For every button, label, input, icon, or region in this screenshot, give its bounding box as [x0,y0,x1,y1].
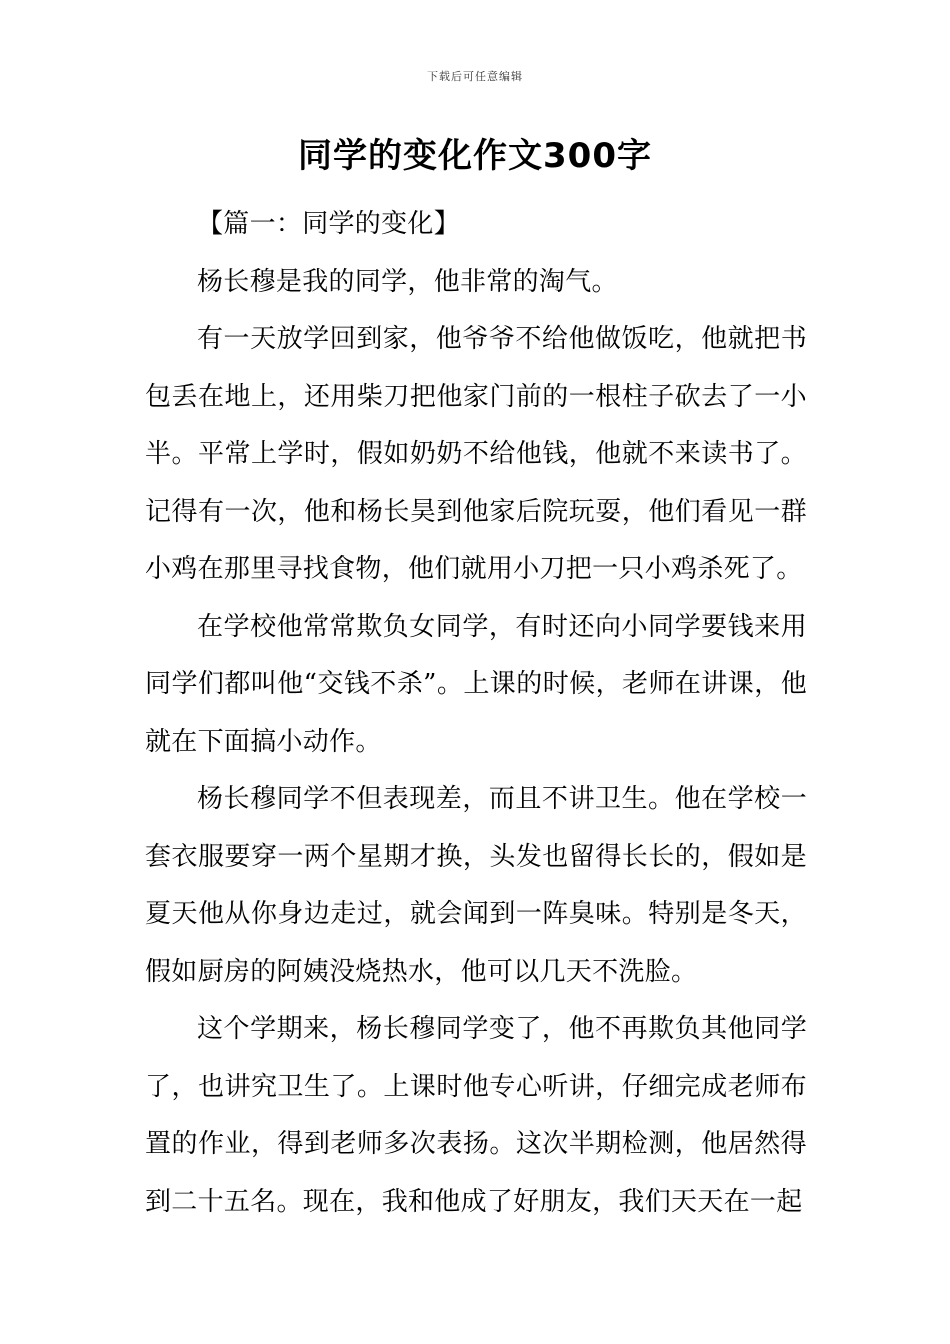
paragraph-4: 杨长穆同学不但表现差，而且不讲卫生。他在学校一套衣服要穿一两个星期才换，头发也留得长长的，假如是夏天他从你身边走过，就会闻到一阵臭味。特别是冬天，假如厨房的阿姨没烧热水，他可以几天不洗脸。 [145,784,807,987]
paragraph-1: 杨长穆是我的同学，他非常的淘气。 [197,266,618,297]
paragraph-2: 有一天放学回到家，他爷爷不给他做饭吃，他就把书包丢在地上，还用柴刀把他家门前的一根柱子砍去了一小半。平常上学时，假如奶奶不给他钱，他就不来读书了。记得有一次，他和杨长昊到他家后院玩耍，他们看见一群小鸡在那里寻找食物，他们就用小刀把一只小鸡杀死了。 [145,324,807,584]
paragraph-5: 这个学期来，杨长穆同学变了，他不再欺负其他同学了，也讲究卫生了。上课时他专心听讲，仔细完成老师布置的作业，得到老师多次表扬。这次半期检测，他居然得到二十五名。现在，我和他成了好朋友，我们天天在一起 [145,1014,807,1217]
section-heading: 【篇一：同学的变化】 [197,209,461,239]
paragraph-3: 在学校他常常欺负女同学，有时还向小同学要钱来用同学们都叫他“交钱不杀”。上课的时候，老师在讲课，他就在下面搞小动作。 [145,611,807,757]
header-note: 下载后可任意编辑 [427,70,523,83]
document-body [145,196,807,1231]
document-title: 同学的变化作文300字 [298,136,652,176]
